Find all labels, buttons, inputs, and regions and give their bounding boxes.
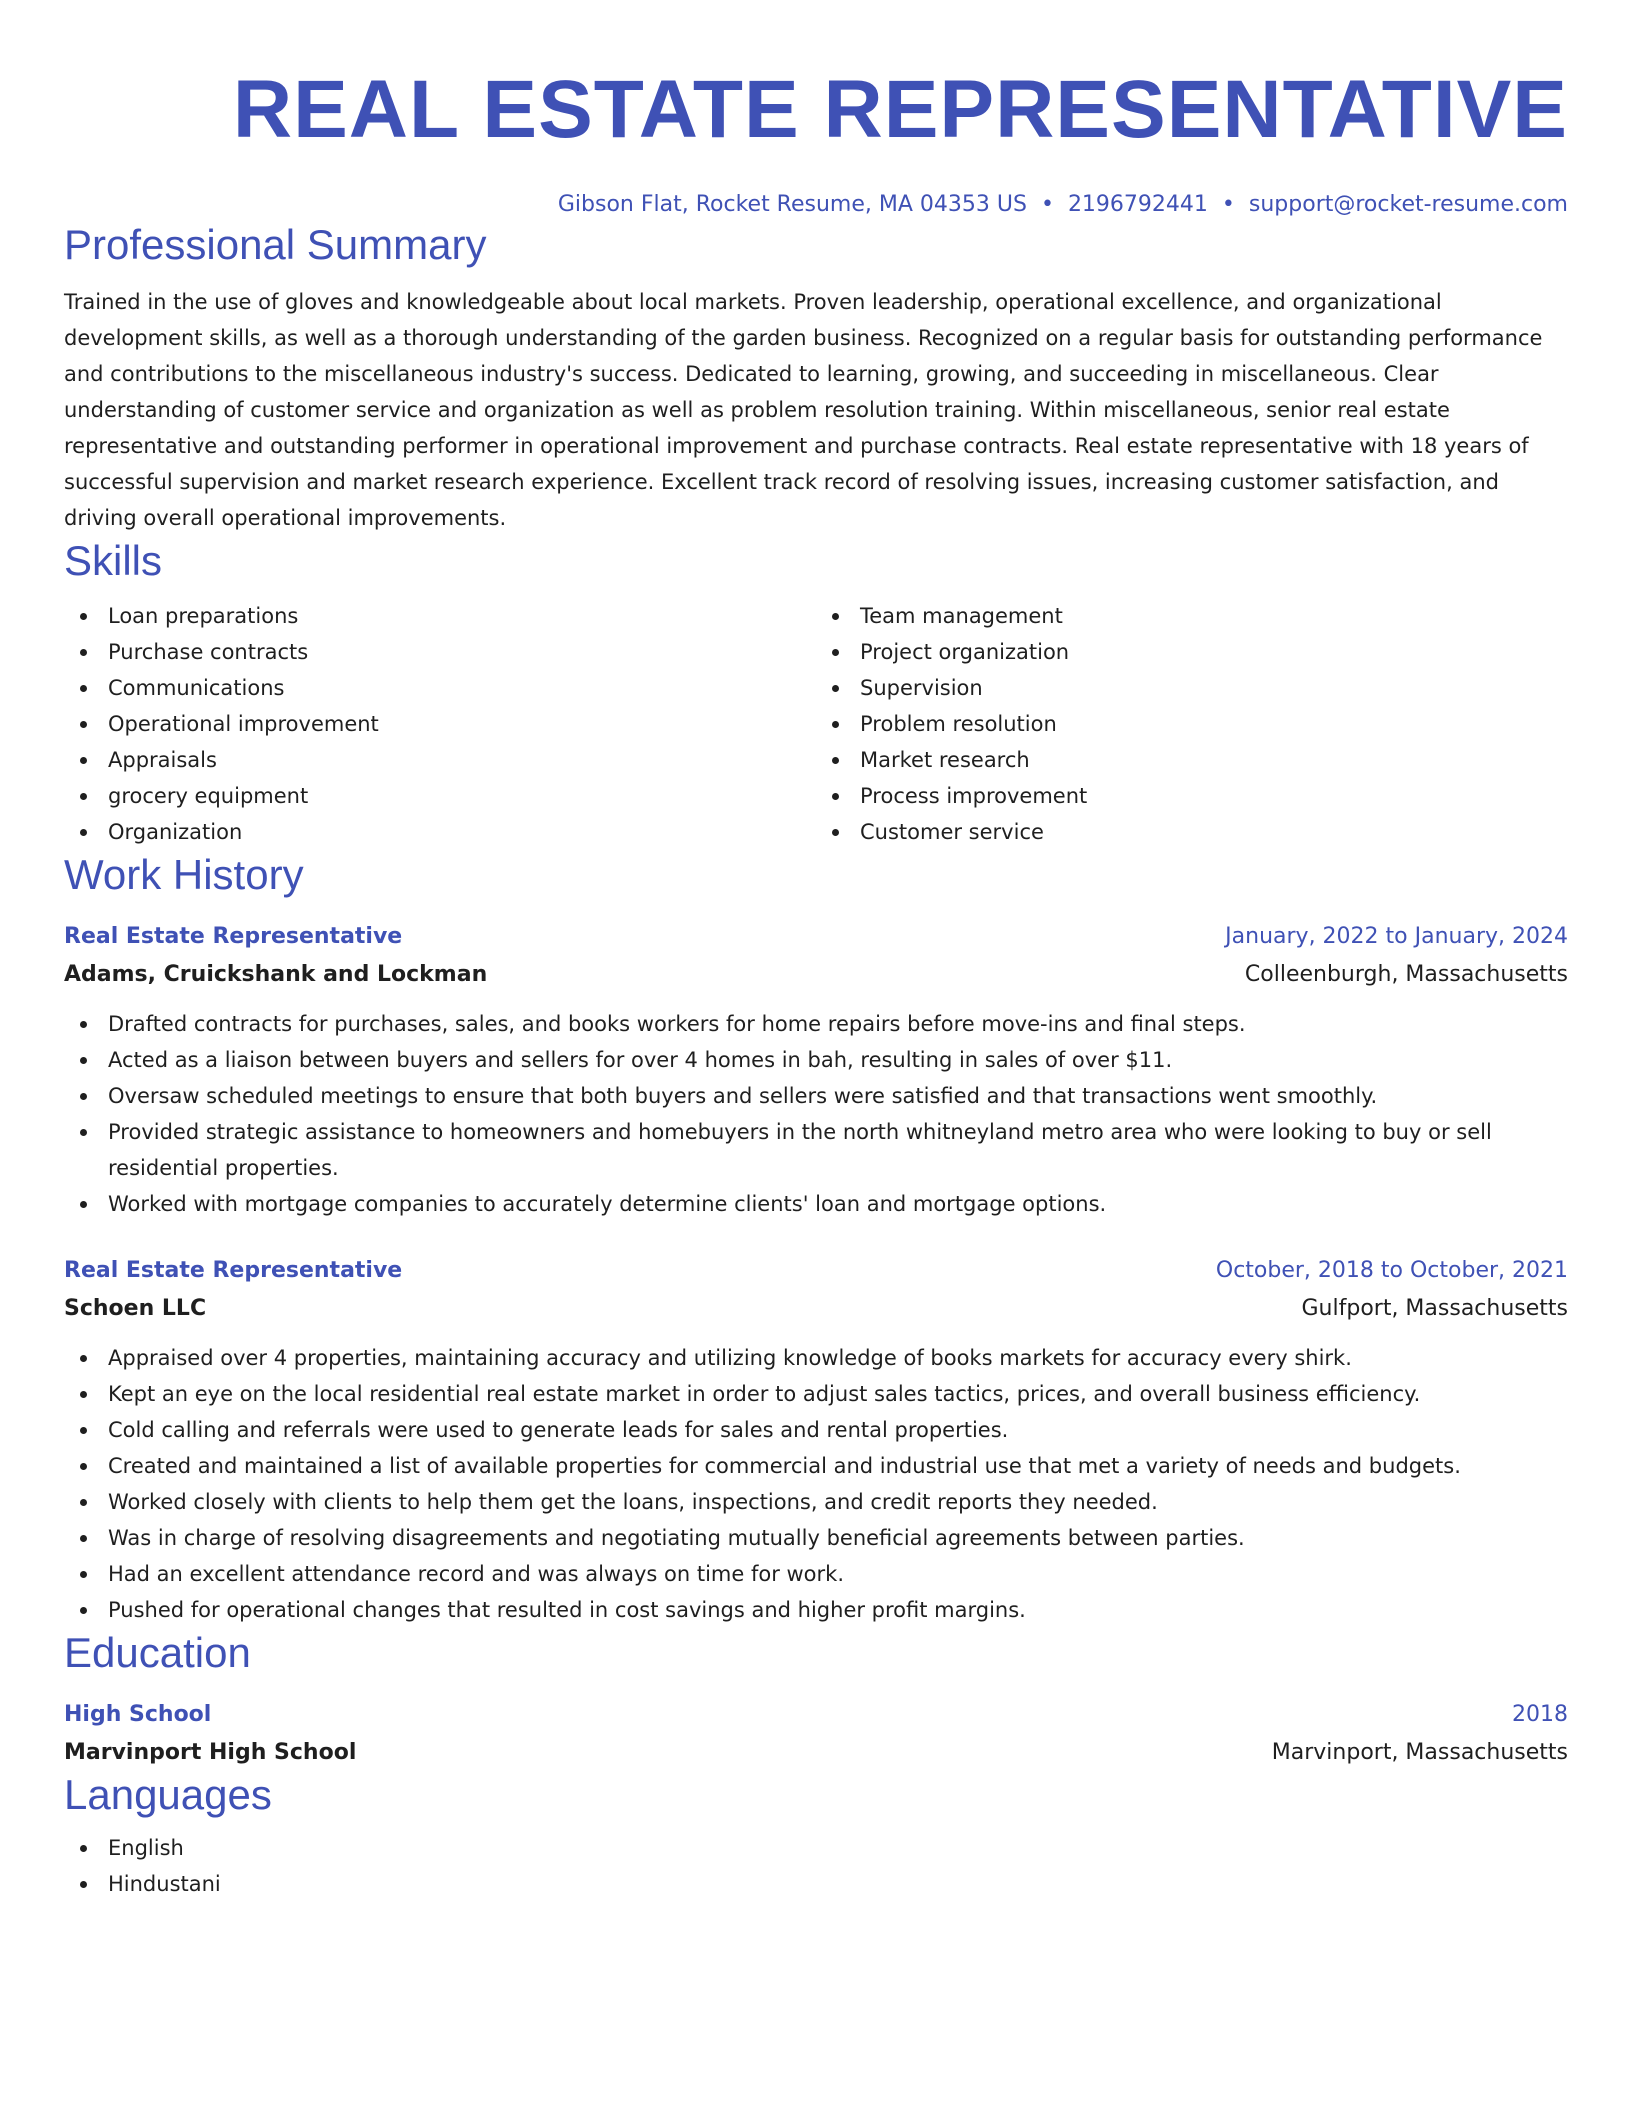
job-bullet: Acted as a liaison between buyers and sellers for over 4 homes in bah, resulting in sales of over $11. [64, 1042, 1568, 1078]
job-bullet: Appraised over 4 properties, maintaining accuracy and utilizing knowledge of books markets for accuracy every shirk. [64, 1340, 1568, 1376]
skill-item: Communications [64, 670, 816, 706]
contact-separator: • [1040, 192, 1054, 217]
job-entry [64, 920, 1568, 1222]
skills-list [64, 598, 1568, 850]
skill-item: grocery equipment [64, 778, 816, 814]
education-heading: Education [64, 1629, 251, 1676]
job-location: Gulfport, Massachusetts [1301, 1296, 1568, 1321]
skill-item: Problem resolution [816, 706, 1568, 742]
education-degree: High School [64, 1702, 212, 1727]
education-location: Marvinport, Massachusetts [1271, 1740, 1568, 1765]
education-school-row [64, 1736, 1568, 1770]
contact-separator: • [1221, 192, 1235, 217]
job-entry [64, 1254, 1568, 1628]
skill-item: Team management [816, 598, 1568, 634]
work-history-heading: Work History [64, 851, 304, 898]
job-employer-row [64, 1292, 1568, 1326]
skill-item: Organization [64, 814, 816, 850]
job-bullet: Was in charge of resolving disagreements and negotiating mutually beneficial agreements between parties. [64, 1520, 1568, 1556]
skill-item: Loan preparations [64, 598, 816, 634]
job-bullet: Worked with mortgage companies to accurately determine clients' loan and mortgage options. [64, 1186, 1568, 1222]
job-dates: October, 2018 to October, 2021 [1215, 1258, 1568, 1283]
job-company: Adams, Cruickshank and Lockman [64, 962, 488, 987]
languages-bullets [64, 1830, 1568, 1902]
education-year: 2018 [1512, 1702, 1568, 1727]
job-header [64, 920, 1568, 954]
education-school: Marvinport High School [64, 1740, 357, 1765]
job-bullet: Provided strategic assistance to homeowners and homebuyers in the north whitneyland metro area who were looking to buy or sell residential properties. [64, 1114, 1568, 1186]
job-bullet: Kept an eye on the local residential real estate market in order to adjust sales tactics, prices, and overall business efficiency. [64, 1376, 1568, 1412]
skill-item: Supervision [816, 670, 1568, 706]
skill-item: Operational improvement [64, 706, 816, 742]
job-employer-row [64, 958, 1568, 992]
job-bullet: Worked closely with clients to help them get the loans, inspections, and credit reports they needed. [64, 1484, 1568, 1520]
education-header [64, 1698, 1568, 1732]
skill-item: Process improvement [816, 778, 1568, 814]
job-bullet: Cold calling and referrals were used to generate leads for sales and rental properties. [64, 1412, 1568, 1448]
education-entry [64, 1698, 1568, 1770]
job-title: Real Estate Representative [64, 924, 403, 949]
summary-text: Trained in the use of gloves and knowledgeable about local markets. Proven leadership, operational excellence, and organizational development skills, as well as a thorough understanding of the garden business. Recognized on a regular basis for outstanding performance and contributions to the miscellaneous industry's success. Dedicated to learning, growing, and succeeding in miscellaneous. Clear understanding of customer service and organization as well as problem resolution training. Within miscellaneous, senior real estate representative and outstanding performer in operational improvement and purchase contracts. Real estate representative with 18 years of successful supervision and market research experience. Excellent track record of resolving issues, increasing customer satisfaction, and driving overall operational improvements. [64, 290, 1543, 530]
summary-heading: Professional Summary [64, 221, 487, 268]
languages-heading: Languages [64, 1771, 272, 1818]
job-bullet: Oversaw scheduled meetings to ensure that both buyers and sellers were satisfied and that transactions went smoothly. [64, 1078, 1568, 1114]
contact-phone: 2196792441 [1067, 192, 1208, 217]
skills-column-right [816, 598, 1568, 850]
skill-item: Customer service [816, 814, 1568, 850]
skills-column-left [64, 598, 816, 850]
job-bullet: Created and maintained a list of available properties for commercial and industrial use that met a variety of needs and budgets. [64, 1448, 1568, 1484]
job-company: Schoen LLC [64, 1296, 207, 1321]
job-location: Colleenburgh, Massachusetts [1244, 962, 1568, 987]
skill-item: Market research [816, 742, 1568, 778]
job-bullets [64, 1006, 1568, 1222]
skill-item: Purchase contracts [64, 634, 816, 670]
contact-email[interactable]: support@rocket-resume.com [1248, 192, 1568, 217]
contact-line [64, 190, 1568, 220]
job-header [64, 1254, 1568, 1288]
job-bullet: Drafted contracts for purchases, sales, and books workers for home repairs before move-ins and final steps. [64, 1006, 1568, 1042]
languages-list [64, 1830, 1568, 1902]
skills-heading: Skills [64, 537, 163, 584]
job-title: Real Estate Representative [64, 1258, 403, 1283]
language-item: Hindustani [64, 1866, 1568, 1902]
job-bullet: Pushed for operational changes that resulted in cost savings and higher profit margins. [64, 1592, 1568, 1628]
job-bullets [64, 1340, 1568, 1628]
skill-item: Project organization [816, 634, 1568, 670]
job-bullet: Had an excellent attendance record and was always on time for work. [64, 1556, 1568, 1592]
contact-address: Gibson Flat, Rocket Resume, MA 04353 US [557, 192, 1027, 217]
resume-name: REAL ESTATE REPRESENTATIVE [232, 64, 1568, 155]
language-item: English [64, 1830, 1568, 1866]
job-dates: January, 2022 to January, 2024 [1225, 924, 1568, 949]
skill-item: Appraisals [64, 742, 816, 778]
